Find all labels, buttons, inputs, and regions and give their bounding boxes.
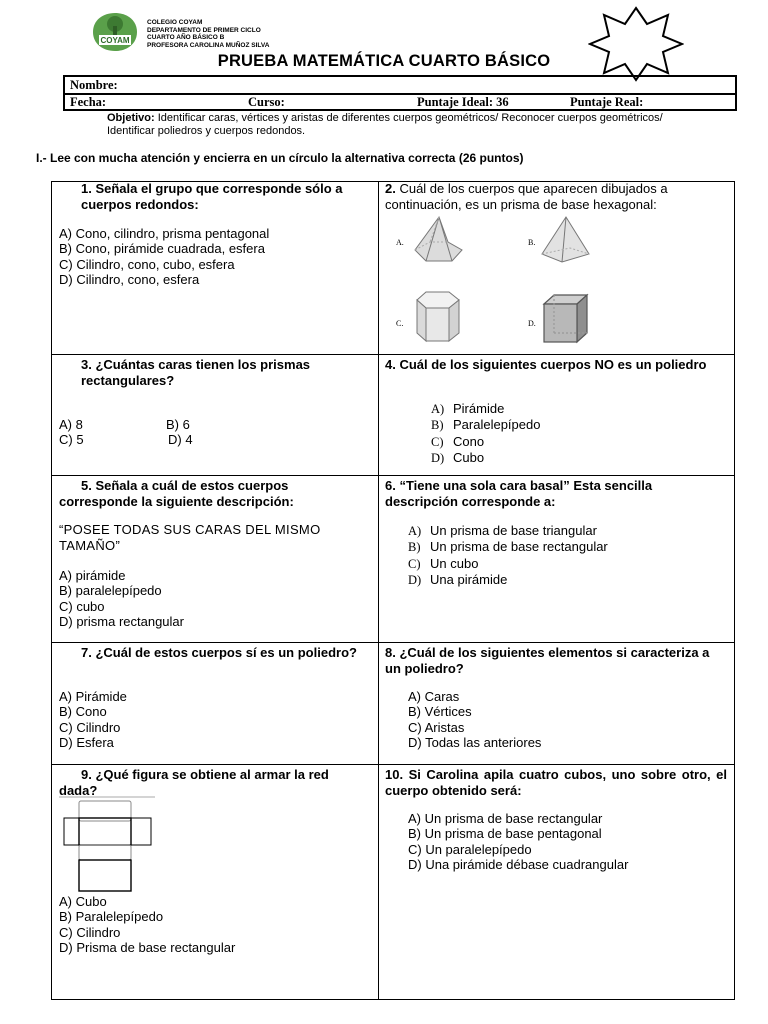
option[interactable]: A) Cubo	[59, 894, 107, 909]
option[interactable]	[431, 434, 540, 450]
row-divider	[51, 642, 735, 643]
question-10-text: 10. Si Carolina apila cuatro cubos, uno sobre otro, el cuerpo obtenido será:	[385, 767, 727, 798]
school-line: COLEGIO COYAM	[147, 19, 203, 26]
option-text: Un prisma de base rectangular	[430, 539, 608, 555]
option[interactable]: A) Caras	[408, 689, 460, 704]
school-logo	[91, 12, 139, 52]
option-letter: D)	[408, 573, 422, 588]
option[interactable]	[431, 417, 540, 433]
option[interactable]: C) Cilindro	[59, 924, 121, 940]
fecha-label: Fecha:	[70, 95, 107, 109]
option[interactable]: D) Esfera	[59, 735, 114, 751]
option-letter: C)	[408, 556, 421, 571]
student-info-box	[63, 75, 737, 111]
option-letter: D)	[431, 451, 445, 466]
objective-text: Identificar caras, vértices y aristas de diferentes cuerpos geométricos/ Reconocer cuerpos geométricos/ Identificar poliedros y cuerpos redondos.	[107, 112, 663, 137]
puntaje-ideal-label: Puntaje Ideal: 36	[417, 95, 509, 109]
option[interactable]	[408, 556, 608, 572]
option[interactable]	[431, 450, 540, 466]
school-line: DEPARTAMENTO DE PRIMER CICLO	[147, 26, 261, 34]
option-text: Un prisma de base triangular	[430, 523, 597, 538]
question-8-text: 8. ¿Cuál de los siguientes elementos si caracteriza a un poliedro?	[385, 645, 710, 676]
section-instruction: I.- Lee con mucha atención y encierra en un círculo la alternativa correcta (26 puntos)	[36, 151, 524, 165]
nombre-label: Nombre:	[70, 78, 118, 92]
question-10-options	[408, 811, 628, 873]
option-letter: B)	[408, 540, 421, 555]
figure-label: A.	[396, 238, 404, 247]
option[interactable]: B) paralelepípedo	[59, 583, 162, 599]
question-1-options	[59, 226, 269, 288]
option[interactable]: B) 6	[166, 417, 190, 432]
option-letter: B)	[431, 418, 444, 433]
question-1-text: 1. Señala el grupo que corresponde sólo a cuerpos redondos:	[81, 181, 343, 212]
option[interactable]: B) Cono, pirámide cuadrada, esfera	[59, 241, 265, 257]
question-8-options	[408, 689, 541, 751]
square-pyramid-figure[interactable]	[542, 217, 589, 262]
option[interactable]: C) cubo	[59, 598, 105, 614]
question-9-text: 9. ¿Qué figura se obtiene al armar la red dada?	[59, 767, 329, 798]
question-5-text: 5. Señala a cuál de estos cuerpos corresponde la siguiente descripción:	[59, 478, 294, 509]
row-divider	[51, 764, 735, 765]
figure-label: C.	[396, 319, 404, 328]
option[interactable]: D) 4	[168, 432, 193, 447]
option-letter: A)	[408, 524, 422, 538]
option[interactable]: C) Cilindro, cono, cubo, esfera	[59, 256, 235, 272]
question-2-number: 2.	[385, 181, 396, 196]
option-letter: C)	[431, 434, 444, 449]
logo-text: COYAM	[100, 36, 130, 45]
option-text: Una pirámide	[430, 572, 508, 588]
page-title: PRUEBA MATEMÁTICA CUARTO BÁSICO	[217, 52, 551, 70]
question-6-text: 6. “Tiene una sola cara basal” Esta sencilla descripción corresponde a:	[385, 478, 653, 509]
option-text: Paralelepípedo	[453, 417, 541, 433]
cube-net-figure	[57, 796, 157, 896]
puntaje-real-label: Puntaje Real:	[570, 95, 644, 109]
question-3-text: 3. ¿Cuántas caras tienen los prismas rectangulares?	[81, 357, 311, 388]
option[interactable]	[408, 539, 608, 555]
option[interactable]: C) Cilindro	[59, 719, 121, 735]
option[interactable]: A) pirámide	[59, 568, 126, 583]
figure-label: B.	[528, 238, 536, 247]
option[interactable]: C) Aristas	[408, 719, 465, 735]
option[interactable]: D) Prisma de base rectangular	[59, 940, 236, 956]
option-text: Pirámide	[453, 401, 505, 416]
option[interactable]: A) Cono, cilindro, prisma pentagonal	[59, 226, 270, 241]
objective-label: Objetivo:	[107, 112, 155, 124]
hexagonal-prism-figure[interactable]	[417, 292, 459, 341]
option[interactable]: D) prisma rectangular	[59, 614, 184, 630]
option[interactable]	[408, 523, 608, 539]
question-9-options	[59, 894, 235, 956]
option[interactable]: D) Cilindro, cono, esfera	[59, 272, 200, 288]
school-line: PROFESORA CAROLINA MUÑOZ SILVA	[147, 41, 270, 49]
question-6-options	[408, 523, 608, 589]
option[interactable]: A) Un prisma de base rectangular	[408, 811, 603, 826]
objective	[107, 112, 667, 138]
hexagonal-pyramid-figure[interactable]	[415, 217, 462, 261]
school-line: CUARTO AÑO BÁSICO B	[147, 34, 225, 42]
school-info	[147, 19, 269, 49]
question-4-text: 4. Cuál de los siguientes cuerpos NO es un poliedro	[385, 357, 707, 372]
option[interactable]: B) Un prisma de base pentagonal	[408, 826, 602, 842]
option[interactable]: C) 5	[59, 432, 84, 447]
question-2-figures	[384, 212, 714, 352]
option-letter: A)	[431, 402, 445, 416]
question-7-text: 7. ¿Cuál de estos cuerpos sí es un poliedro?	[81, 645, 357, 660]
row-divider	[51, 354, 735, 355]
row-divider	[51, 475, 735, 476]
figure-label: D.	[528, 319, 536, 328]
option[interactable]: B) Paralelepípedo	[59, 909, 164, 925]
question-4-options	[431, 401, 540, 467]
option[interactable]: D) Una pirámide débase cuadrangular	[408, 857, 629, 873]
question-5-quote: “POSEE TODAS SUS CARAS DEL MISMO TAMAÑO”	[59, 522, 321, 553]
option[interactable]: C) Un paralelepípedo	[408, 841, 532, 857]
curso-label: Curso:	[248, 95, 285, 109]
option-text: Cubo	[453, 450, 485, 466]
option[interactable]: B) Vértices	[408, 704, 472, 720]
option[interactable]: D) Todas las anteriores	[408, 735, 542, 751]
option-text: Un cubo	[430, 555, 479, 571]
question-5-options	[59, 568, 184, 630]
option[interactable]: B) Cono	[59, 704, 107, 720]
column-divider	[378, 181, 379, 1000]
option-text: Cono	[453, 433, 485, 449]
cube-figure[interactable]	[544, 295, 587, 342]
question-7-options	[59, 689, 127, 751]
option[interactable]: A) 8	[59, 417, 83, 432]
question-2-body: Cuál de los cuerpos que aparecen dibujados a continuación, es un prisma de base hexagonal:	[385, 181, 668, 212]
option[interactable]: A) Pirámide	[59, 689, 127, 704]
question-2-text	[385, 181, 725, 212]
option[interactable]	[431, 401, 540, 417]
option[interactable]	[408, 572, 608, 588]
